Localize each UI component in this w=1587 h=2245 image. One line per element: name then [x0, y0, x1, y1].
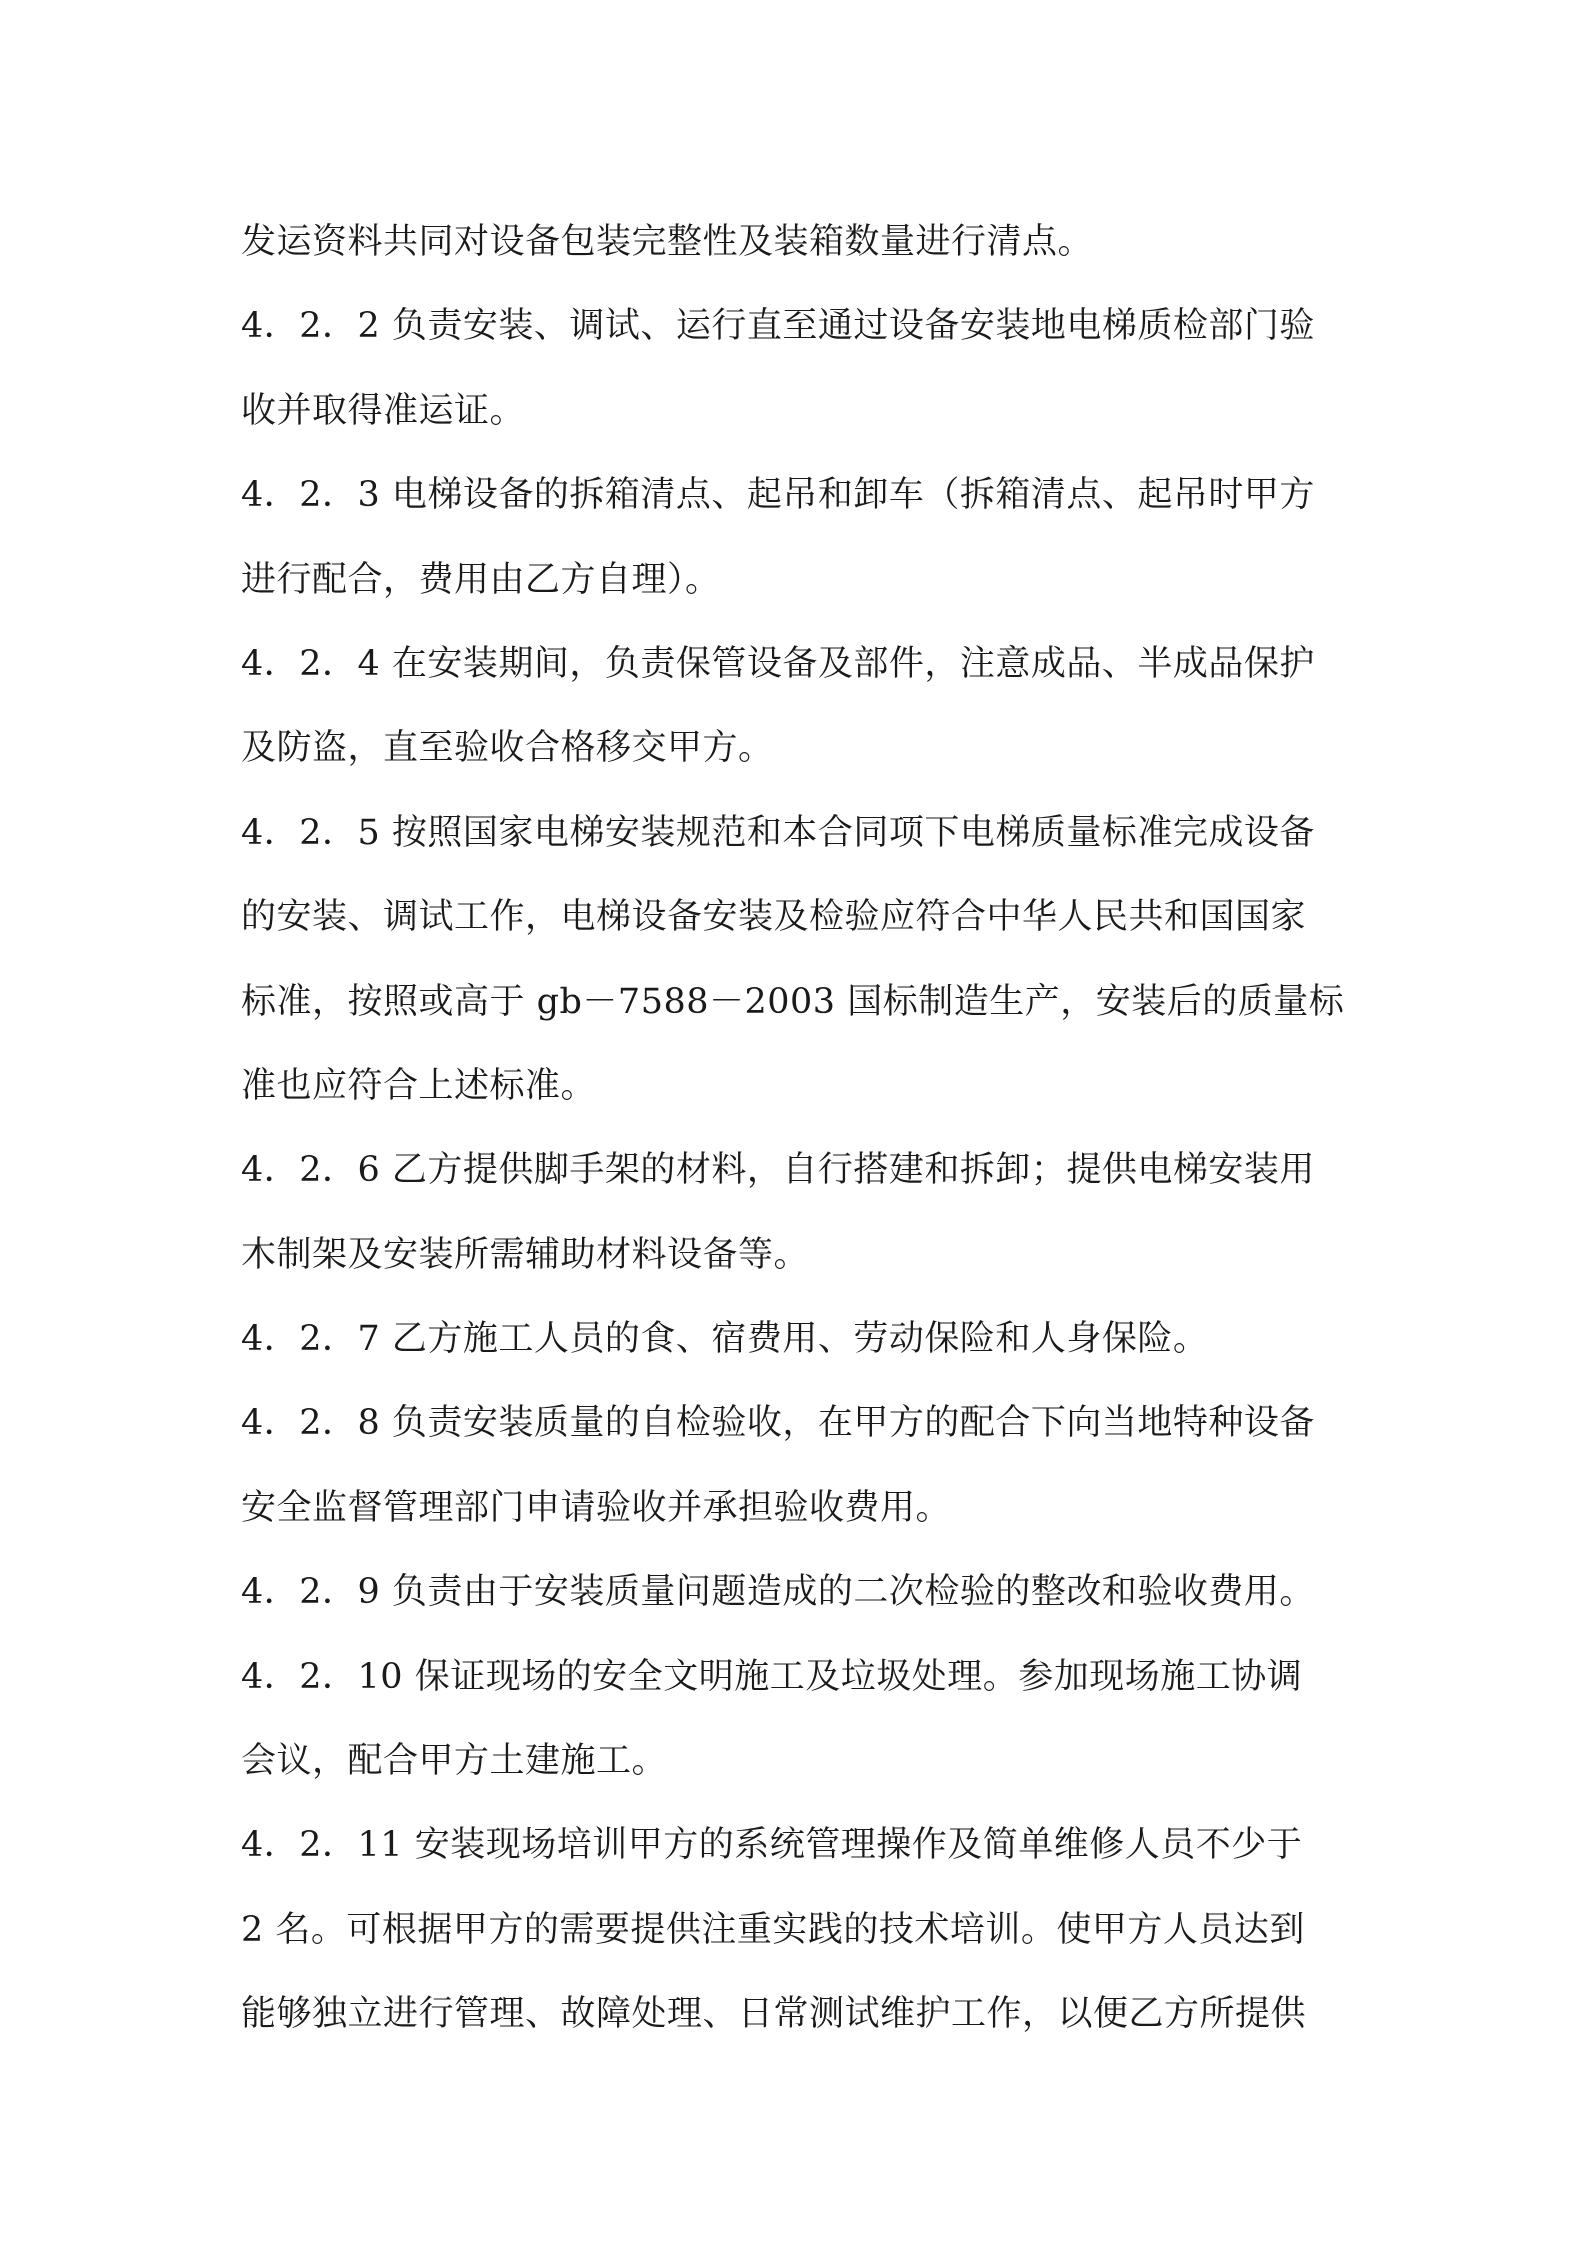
text-line: 发运资料共同对设备包装完整性及装箱数量进行清点。 [241, 222, 1094, 262]
text-line: 4．2．11 安装现场培训甲方的系统管理操作及简单维修人员不少于 [241, 1825, 1303, 1866]
contract-text-block [241, 200, 1361, 2057]
text-line: 4．2．7 乙方施工人员的食、宿费用、劳动保险和人身保险。 [241, 1319, 1209, 1360]
text-line: 4．2．2 负责安装、调试、运行直至通过设备安装地电梯质检部门验 [241, 306, 1315, 347]
text-line: 及防盗，直至验收合格移交甲方。 [241, 728, 774, 769]
text-line: 4．2．9 负责由于安装质量问题造成的二次检验的整改和验收费用。 [241, 1572, 1315, 1613]
text-line: 收并取得准运证。 [241, 390, 526, 431]
text-line: 4．2．3 电梯设备的拆箱清点、起吊和卸车（拆箱清点、起吊时甲方 [241, 475, 1315, 516]
text-line: 4．2．5 按照国家电梯安装规范和本合同项下电梯质量标准完成设备 [241, 812, 1315, 853]
text-line: 进行配合，费用由乙方自理）。 [241, 559, 721, 600]
text-line: 木制架及安装所需辅助材料设备等。 [241, 1234, 810, 1275]
text-line: 2 名。可根据甲方的需要提供注重实践的技术培训。使甲方人员达到 [241, 1909, 1305, 1950]
text-line: 标准，按照或高于 gb－7588－2003 国标制造生产，安装后的质量标 [241, 981, 1345, 1022]
text-line: 4．2．8 负责安装质量的自检验收，在甲方的配合下向当地特种设备 [241, 1403, 1315, 1444]
text-line: 4．2．6 乙方提供脚手架的材料，自行搭建和拆卸；提供电梯安装用 [241, 1150, 1315, 1191]
text-line: 会议，配合甲方土建施工。 [241, 1741, 668, 1782]
text-line: 能够独立进行管理、故障处理、日常测试维护工作，以便乙方所提供 [241, 1994, 1307, 2035]
text-line: 安全监督管理部门申请验收并承担验收费用。 [241, 1487, 952, 1528]
text-line: 4．2．10 保证现场的安全文明施工及垃圾处理。参加现场施工协调 [241, 1656, 1303, 1697]
text-line: 准也应符合上述标准。 [241, 1065, 597, 1106]
text-line: 4．2．4 在安装期间，负责保管设备及部件，注意成品、半成品保护 [241, 643, 1315, 684]
text-line: 的安装、调试工作，电梯设备安装及检验应符合中华人民共和国国家 [241, 897, 1307, 938]
